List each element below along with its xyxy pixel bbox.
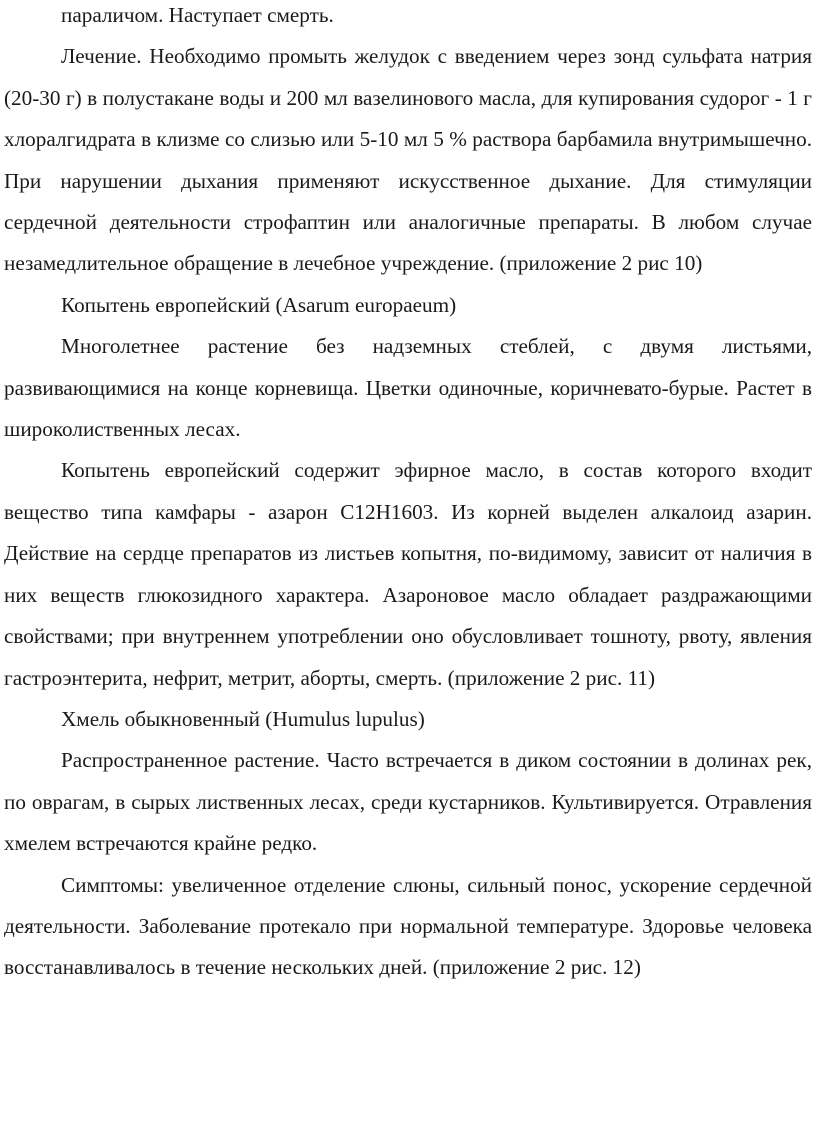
- paragraph-continuation: параличом. Наступает смерть.: [61, 3, 334, 27]
- heading-humulus: Хмель обыкновенный (Humulus lupulus): [61, 706, 425, 731]
- paragraph-humulus-description: Распространенное растение. Часто встречается в диком состоянии в долинах рек, по оврагам, в сырых лиственных лесах, среди кустарников. Культивируется. Отравления хмелем встречаются крайне редко.: [4, 748, 812, 856]
- paragraph-asarum-toxicity: Копытень европейский содержит эфирное масло, в состав которого входит вещество типа камфары - азарон C12H1603. Из корней выделен алкалоид азарин. Действие на сердце препаратов из листьев копытня, по-видимому, зависит от наличия в них веществ глюкозидного характера. Азароновое масло обладает раздражающими свойствами; при внутреннем употреблении оно обусловливает тошноту, рвоту, явления гастроэнтерита, нефрит, метрит, аборты, смерть. (приложение 2 рис. 11): [4, 458, 813, 690]
- paragraph-asarum-description: Многолетнее растение без надземных стеблей, с двумя листьями, развивающимися на конце корневища. Цветки одиночные, коричневато-бурые. Растет в широколиственных лесах.: [4, 334, 812, 442]
- paragraph-treatment: Лечение. Необходимо промыть желудок с введением через зонд сульфата натрия (20-30 г) в полустакане воды и 200 мл вазелинового масла, для купирования судорог - 1 г хлоралгидрата в клизме со слизью или 5-10 мл 5 % раствора барбамила внутримышечно. При нарушении дыхания применяют искусственное дыхание. Для стимуляции сердечной деятельности строфаптин или аналогичные препараты. В любом случае незамедлительное обращение в лечебное учреждение. (приложение 2 рис 10): [4, 44, 812, 276]
- paragraph-humulus-symptoms: Симптомы: увеличенное отделение слюны, сильный понос, ускорение сердечной деятельности. Заболевание протекало при нормальной температуре. Здоровье человека восстанавливалось в течение нескольких дней. (приложение 2 рис. 12): [4, 872, 812, 980]
- heading-asarum: Копытень европейский (Asarum europaeum): [61, 292, 457, 317]
